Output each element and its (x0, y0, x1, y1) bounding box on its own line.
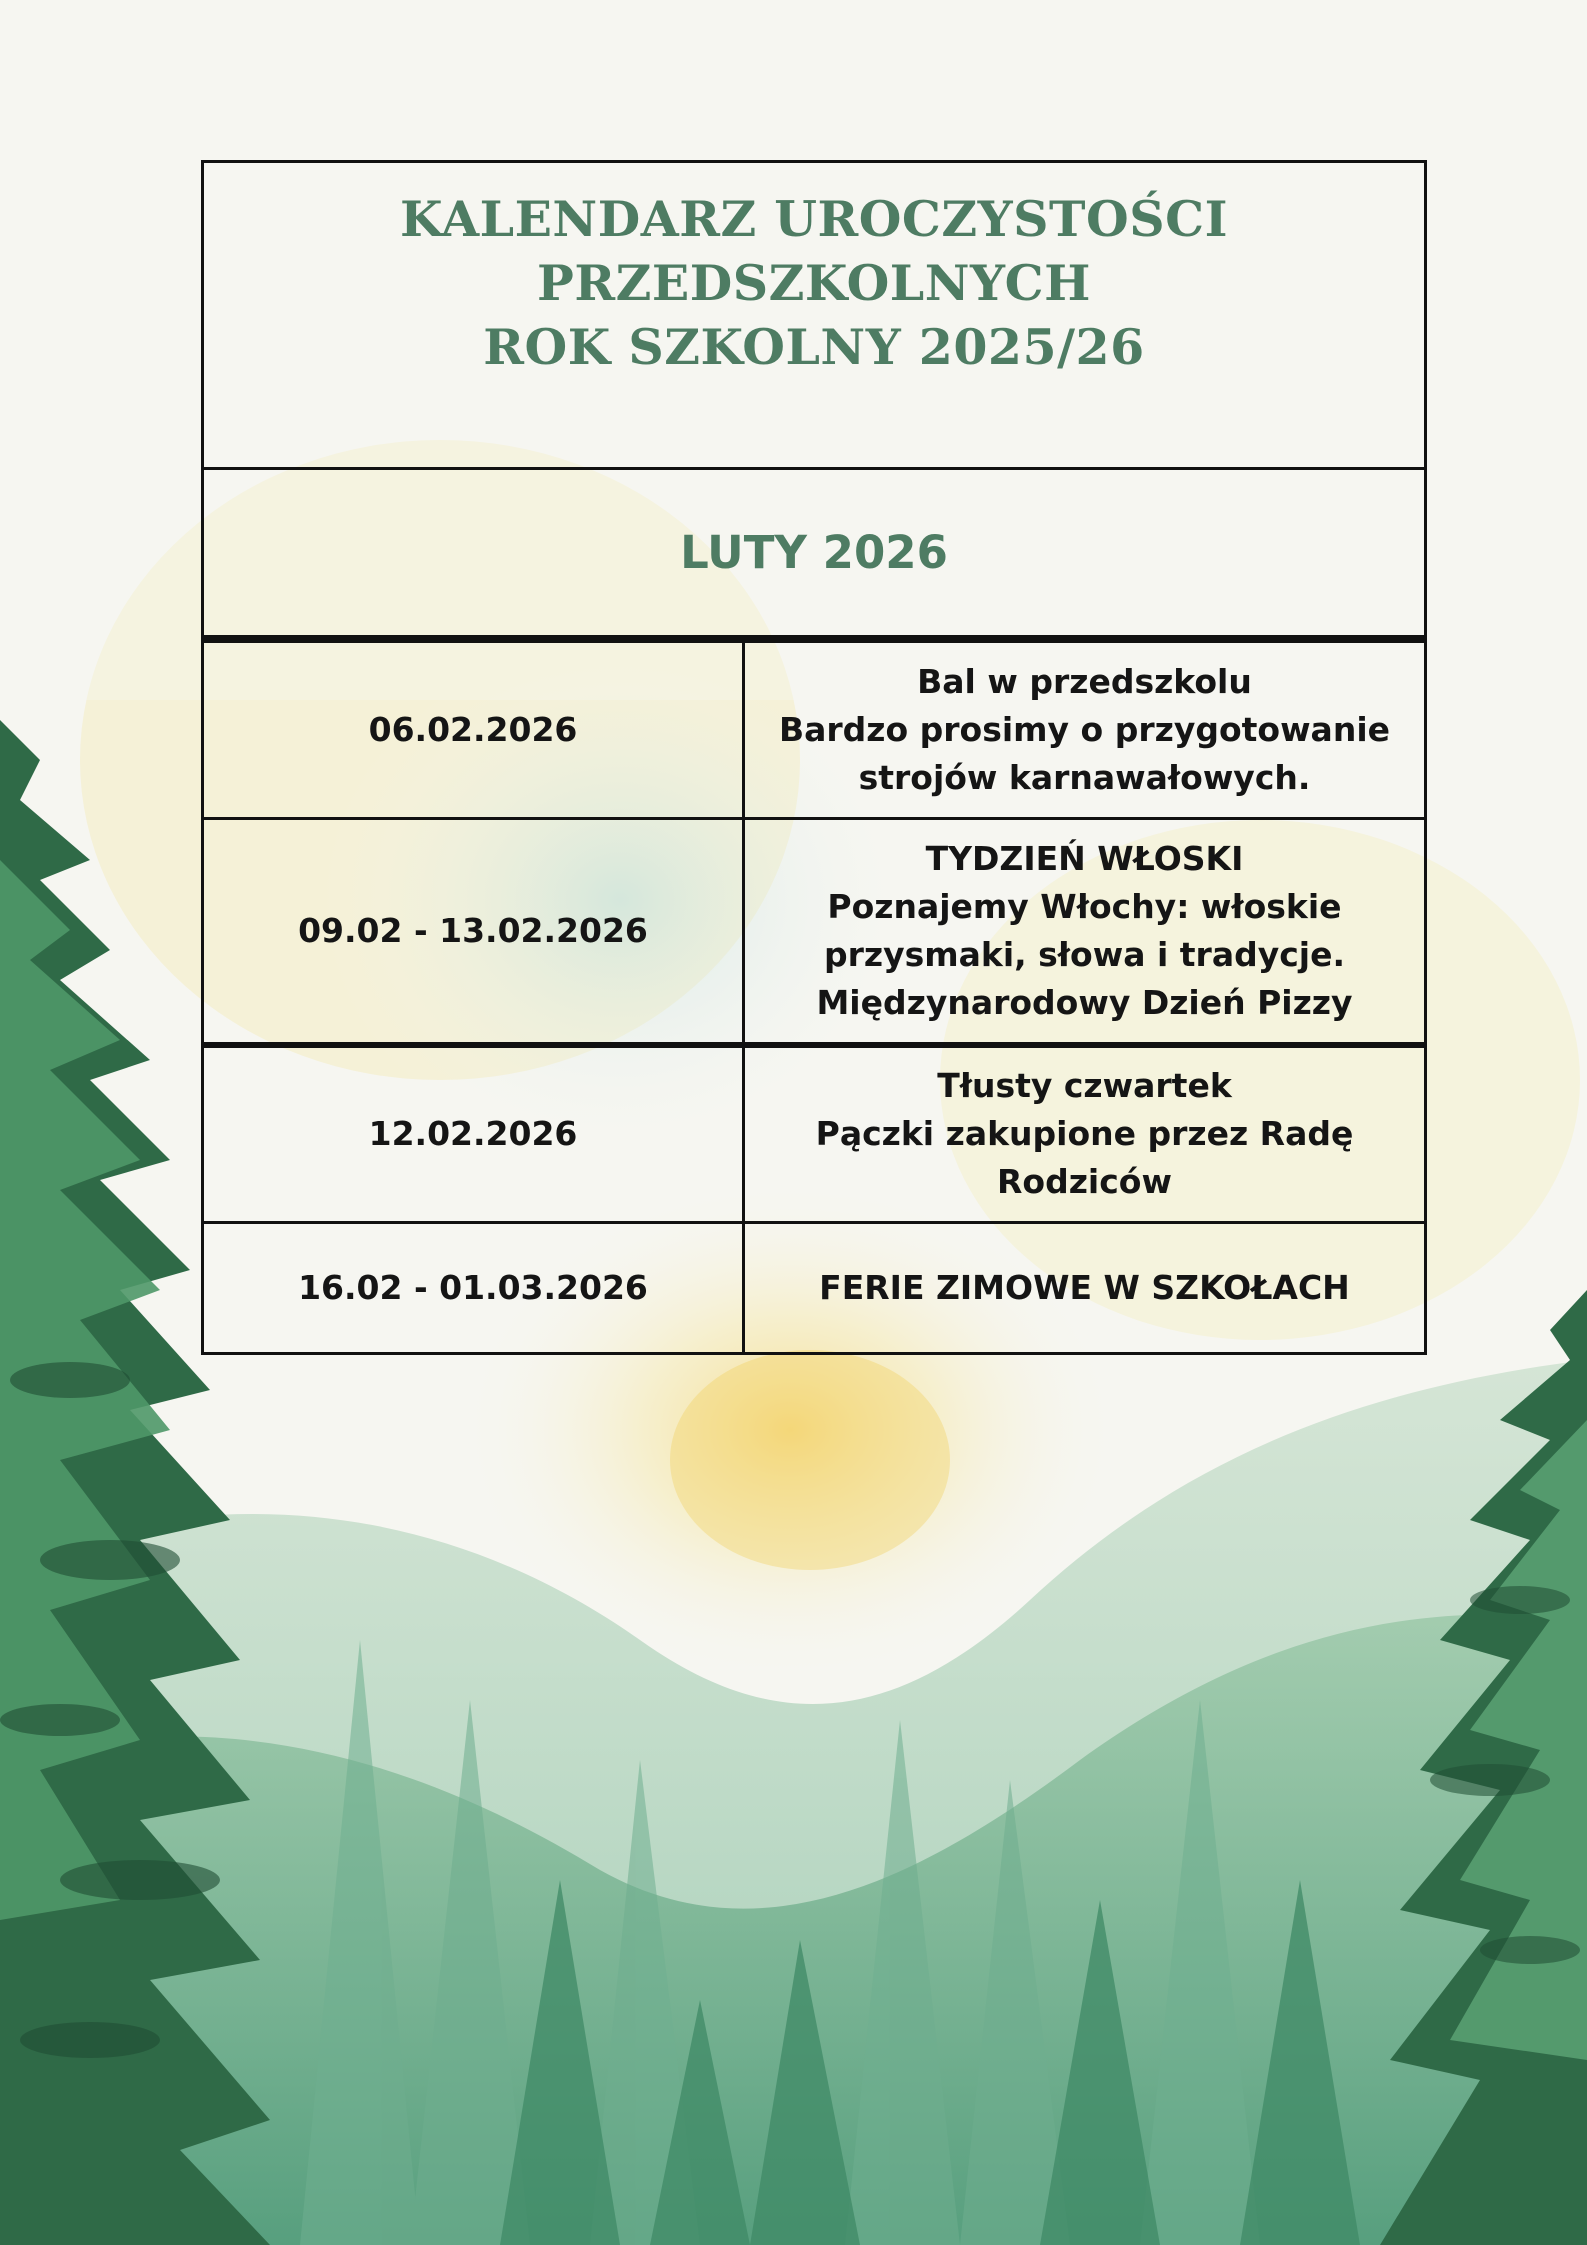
event-date: 06.02.2026 (203, 642, 744, 819)
month-section (201, 470, 1427, 640)
event-description-line: strojów karnawałowych. (858, 758, 1311, 797)
table-row (203, 642, 1426, 819)
event-calendar (201, 160, 1427, 1355)
events-table (201, 640, 1427, 1355)
event-description-line: Bal w przedszkolu (917, 662, 1252, 701)
event-date: 16.02 - 01.03.2026 (203, 1223, 744, 1354)
event-description-line: Poznajemy Włochy: włoskie (827, 886, 1342, 926)
event-description-line: FERIE ZIMOWE W SZKOŁACH (819, 1268, 1350, 1307)
event-description (744, 1045, 1426, 1223)
event-description-line: przysmaki, słowa i tradycje. (823, 934, 1346, 974)
calendar-title-line-3: ROK SZKOLNY 2025/26 (483, 318, 1145, 376)
calendar-header (201, 160, 1427, 470)
event-date: 12.02.2026 (203, 1045, 744, 1223)
event-description-line: TYDZIEŃ WŁOSKI (925, 838, 1244, 878)
event-description-line: Międzynarodowy Dzień Pizzy (816, 982, 1353, 1022)
event-description-line: Pączki zakupione przez Radę (815, 1114, 1354, 1154)
table-row (203, 819, 1426, 1045)
event-date: 09.02 - 13.02.2026 (203, 819, 744, 1045)
event-description-line: Rodziców (997, 1162, 1172, 1202)
calendar-title-line-1: KALENDARZ UROCZYSTOŚCI (400, 190, 1228, 248)
event-description (744, 1223, 1426, 1354)
calendar-title-line-2: PRZEDSZKOLNYCH (537, 254, 1091, 312)
event-description-line: Bardzo prosimy o przygotowanie (778, 710, 1391, 749)
event-description-line: Tłusty czwartek (937, 1066, 1232, 1106)
table-row (203, 1223, 1426, 1354)
event-description (744, 642, 1426, 819)
month-title: LUTY 2026 (680, 526, 948, 579)
event-description (744, 819, 1426, 1045)
table-row (203, 1045, 1426, 1223)
